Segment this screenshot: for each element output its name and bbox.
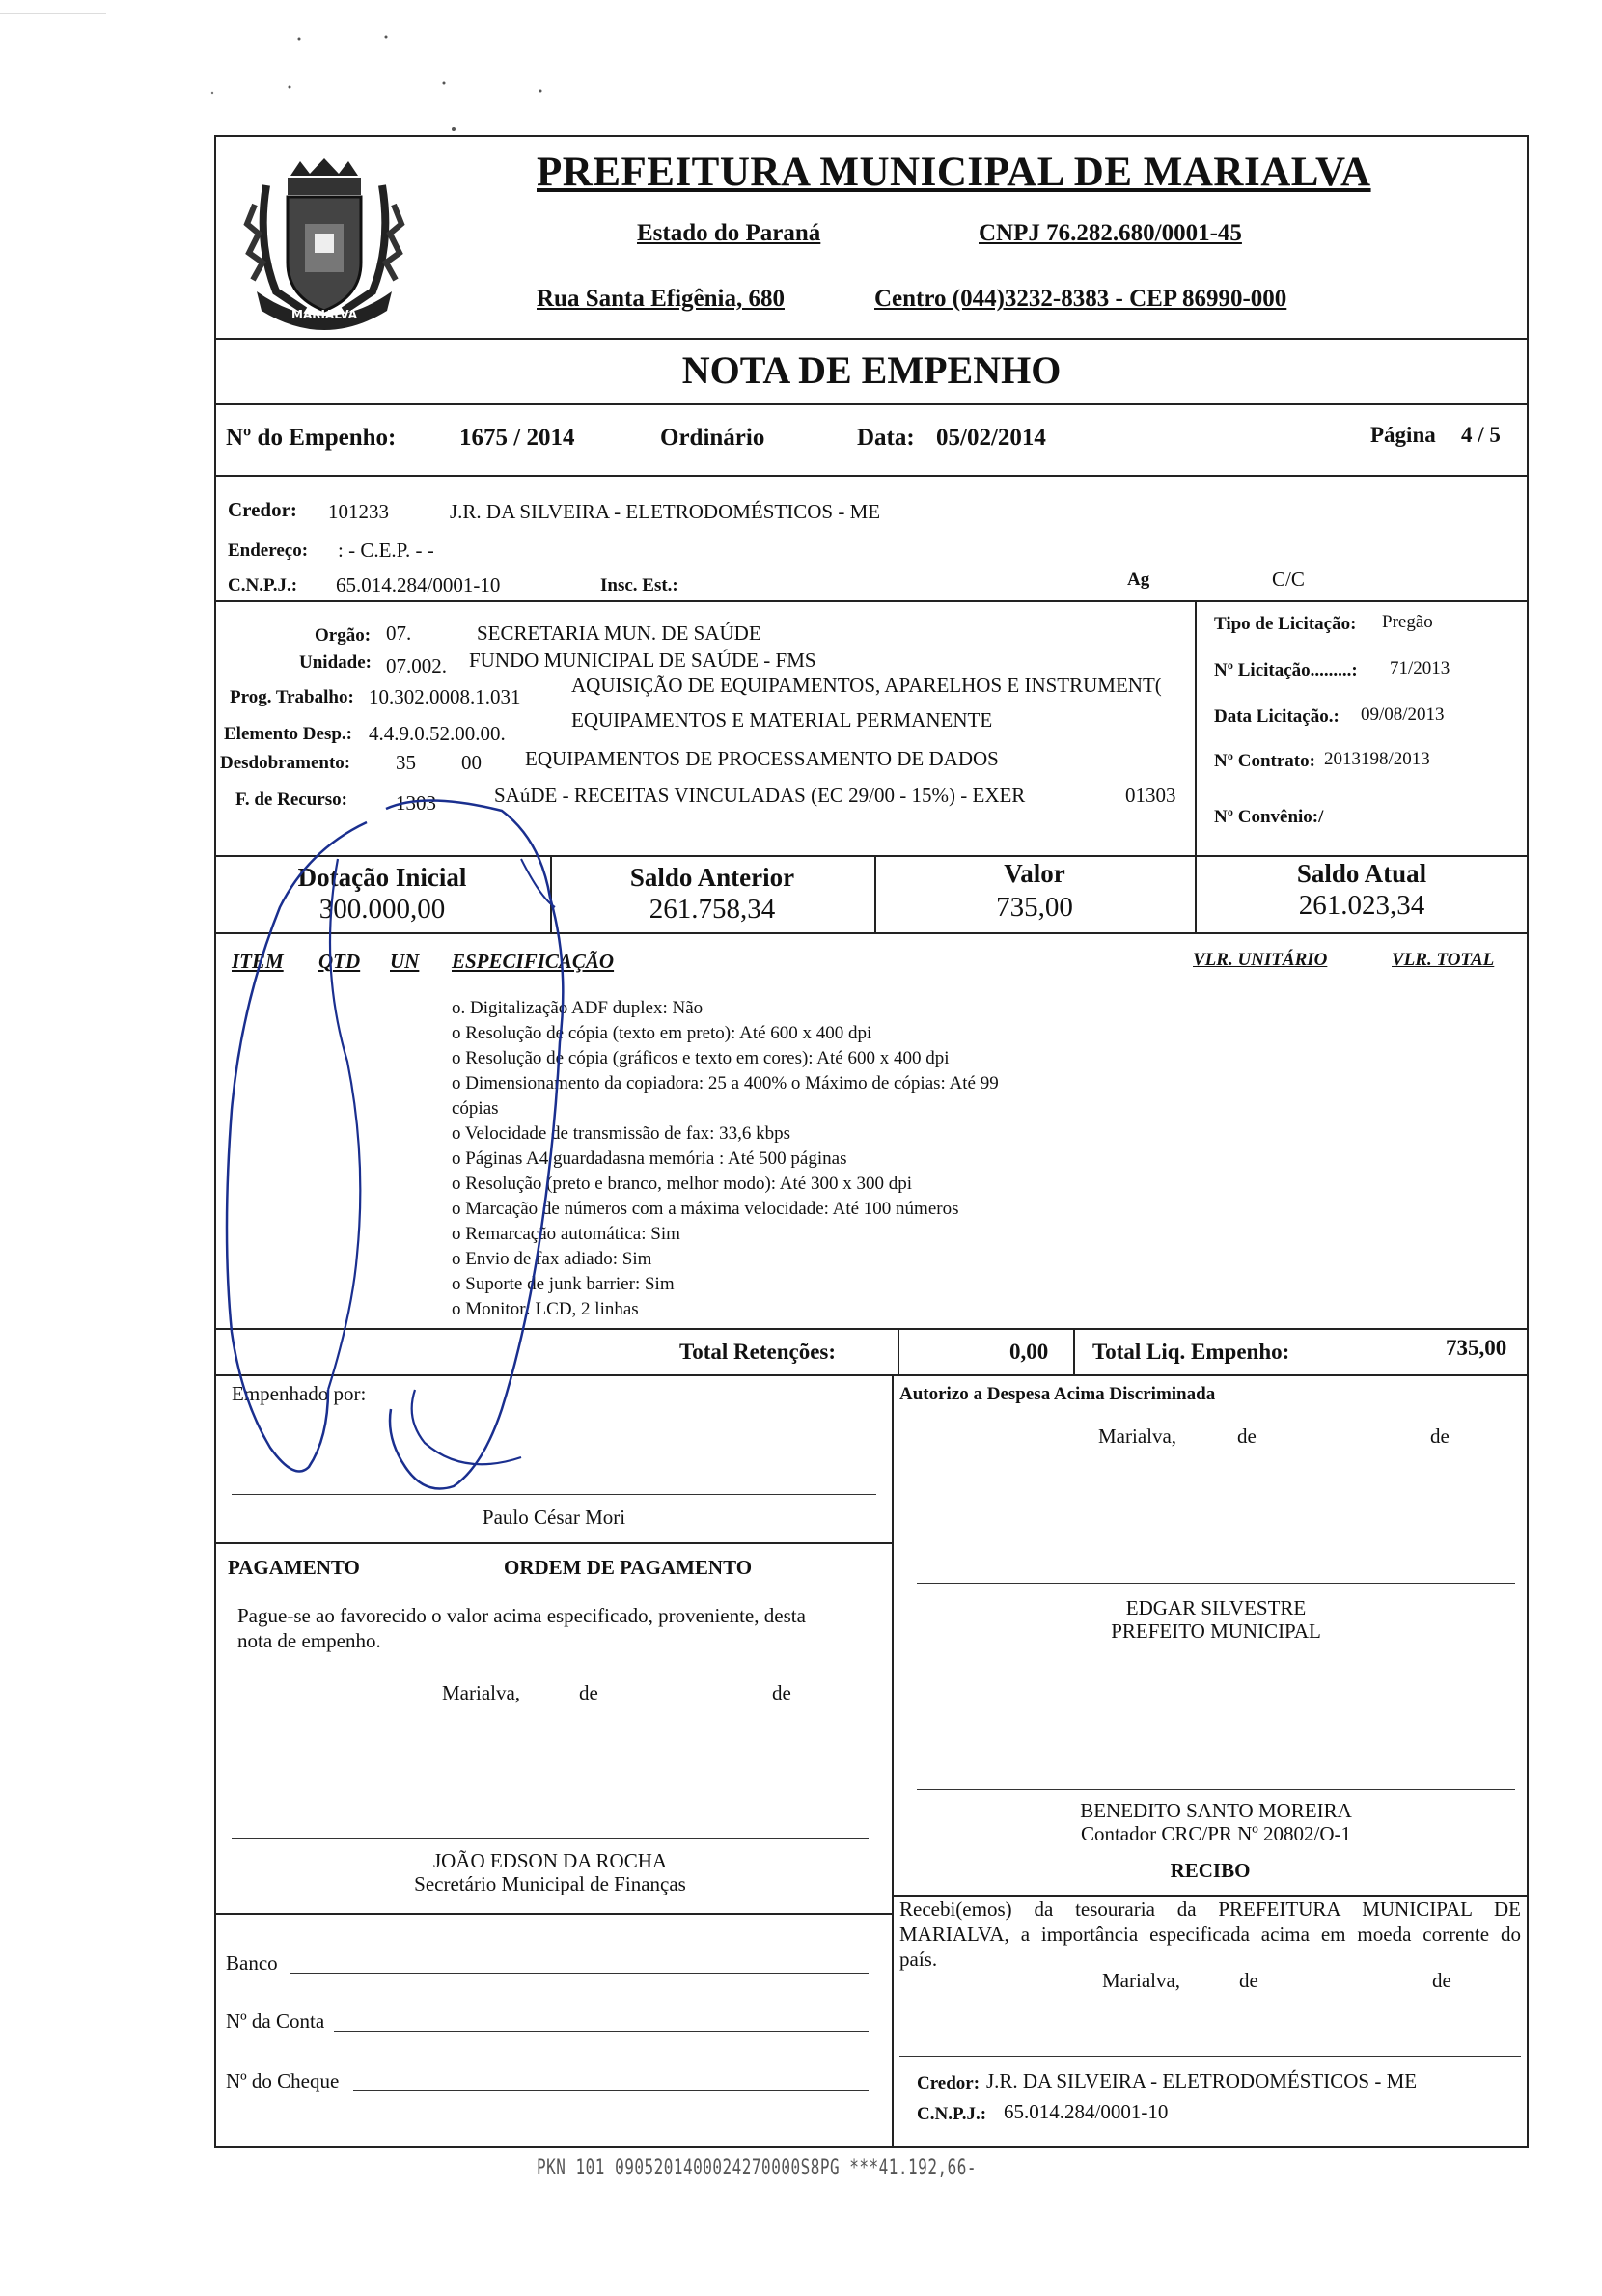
conta-label: Nº da Conta [226, 2009, 325, 2033]
paulo-name: Paulo César Mori [482, 1506, 626, 1529]
joao-name: JOÃO EDSON DA ROCHA [432, 1849, 668, 1872]
recurso-code: 1303 [396, 791, 436, 815]
address-street: Rua Santa Efigênia, 680 [537, 286, 785, 312]
recibo-text-3: país. [899, 1948, 938, 1971]
col-total-price: VLR. TOTAL [1392, 950, 1495, 970]
prefeito-title: PREFEITO MUNICIPAL [1111, 1619, 1321, 1643]
col-unit-price: VLR. UNITÁRIO [1193, 950, 1328, 970]
banco-label: Banco [226, 1951, 278, 1975]
recurso-code2: 01303 [1125, 784, 1176, 807]
desdobramento-a: 35 [396, 751, 416, 774]
elemento-name: EQUIPAMENTOS E MATERIAL PERMANENTE [571, 708, 993, 732]
recibo-text-1: Recebi(emos) da tesouraria da PREFEITURA MUNICIPAL DE [899, 1897, 1521, 1921]
spec-line: o Velocidade de transmissão de fax: 33,6 kbps [452, 1123, 791, 1144]
retencoes-value: 0,00 [1009, 1340, 1049, 1364]
licitacao-num: 71/2013 [1390, 658, 1450, 678]
orgao-name: SECRETARIA MUN. DE SAÚDE [477, 622, 761, 645]
spec-line: o Páginas A4 guardadasna memória : Até 500 páginas [452, 1148, 847, 1169]
spec-line: o Monitor: LCD, 2 linhas [452, 1299, 639, 1319]
empenhado-label: Empenhado por: [232, 1382, 367, 1405]
prog-code: 10.302.0008.1.031 [369, 685, 521, 708]
pagamento-label: PAGAMENTO [228, 1556, 360, 1579]
col-un: UN [390, 950, 420, 973]
saldo-atual-value: 261.023,34 [1298, 890, 1425, 921]
autorizo-label: Autorizo a Despesa Acima Discriminada [899, 1384, 1216, 1404]
contador-title: Contador CRC/PR Nº 20802/O-1 [1080, 1822, 1352, 1845]
spec-line: o Envio de fax adiado: Sim [452, 1249, 652, 1269]
footer-code: PKN 101 0905201400024270000S8PG ***41.192,66- [537, 2154, 977, 2180]
pagamento-de-1: de [579, 1681, 598, 1704]
recibo-de-2: de [1432, 1969, 1451, 1992]
page-number: 4 / 5 [1461, 423, 1501, 447]
tipo-licitacao: Pregão [1382, 612, 1433, 632]
pague-text-1: Pague-se ao favorecido o valor acima especificado, proveniente, desta [237, 1604, 806, 1627]
recibo-cnpj: 65.014.284/0001-10 [1004, 2100, 1169, 2123]
recurso-label: F. de Recurso: [235, 789, 347, 810]
tipo-licitacao-label: Tipo de Licitação: [1214, 614, 1357, 634]
saldo-atual-label: Saldo Atual [1296, 859, 1427, 888]
autorizo-de-2: de [1430, 1425, 1450, 1448]
empenho-type: Ordinário [660, 425, 765, 451]
valor-value: 735,00 [996, 892, 1073, 923]
scan-specks [0, 0, 1602, 193]
orgao-code: 07. [386, 622, 412, 645]
recibo-cnpj-label: C.N.P.J.: [917, 2104, 987, 2124]
credor-name: J.R. DA SILVEIRA - ELETRODOMÉSTICOS - ME [450, 500, 881, 523]
col-item: ITEM [232, 950, 284, 973]
state-label: Estado do Paraná [637, 220, 821, 246]
col-spec: ESPECIFICAÇÃO [452, 950, 615, 973]
insc-label: Insc. Est.: [600, 575, 678, 595]
spec-line: o Remarcação automática: Sim [452, 1224, 680, 1244]
recibo-credor-name: J.R. DA SILVEIRA - ELETRODOMÉSTICOS - ME [986, 2069, 1418, 2092]
page-label: Página [1370, 423, 1436, 447]
unidade-name: FUNDO MUNICIPAL DE SAÚDE - FMS [469, 649, 816, 672]
unidade-label: Unidade: [299, 652, 372, 673]
saldo-anterior-value: 261.758,34 [649, 894, 776, 925]
desdobramento-label: Desdobramento: [220, 753, 351, 773]
licitacao-data: 09/08/2013 [1361, 705, 1445, 725]
empenho-number: 1675 / 2014 [459, 425, 575, 451]
pagamento-place: Marialva, [442, 1681, 521, 1704]
address-contact: Centro (044)3232-8383 - CEP 86990-000 [874, 286, 1287, 312]
contrato: 2013198/2013 [1324, 749, 1430, 769]
credor-label: Credor: [228, 498, 297, 521]
dotacao-label: Dotação Inicial [297, 863, 467, 892]
valor-label: Valor [1004, 859, 1065, 888]
convenio-label: Nº Convênio:/ [1214, 807, 1324, 827]
spec-line: o Dimensionamento da copiadora: 25 a 400% o Máximo de cópias: Até 99 [452, 1073, 999, 1093]
unidade-code: 07.002. [386, 654, 447, 678]
retencoes-label: Total Retenções: [679, 1340, 837, 1364]
pague-text-2: nota de empenho. [237, 1629, 381, 1652]
institution-title: PREFEITURA MUNICIPAL DE MARIALVA [537, 150, 1371, 195]
spec-line: o Resolução de cópia (texto em preto): Até 600 x 400 dpi [452, 1023, 872, 1043]
credor-cnpj: 65.014.284/0001-10 [336, 573, 501, 596]
licitacao-num-label: Nº Licitação.........: [1214, 660, 1358, 680]
ordem-label: ORDEM DE PAGAMENTO [504, 1556, 753, 1579]
spec-line: o. Digitalização ADF duplex: Não [452, 998, 704, 1018]
recibo-text-2: MARIALVA, a importância especificada acima em moeda corrente do [899, 1923, 1521, 1946]
recibo-title: RECIBO [1170, 1859, 1251, 1882]
autorizo-place: Marialva, [1098, 1425, 1177, 1448]
recurso-name: SAúDE - RECEITAS VINCULADAS (EC 29/00 - 15%) - EXER [494, 784, 1026, 807]
recibo-de-1: de [1239, 1969, 1258, 1992]
credor-cnpj-label: C.N.P.J.: [228, 575, 298, 595]
spec-line: o Suporte de junk barrier: Sim [452, 1274, 675, 1294]
saldo-anterior-label: Saldo Anterior [629, 863, 795, 892]
autorizo-de-1: de [1237, 1425, 1257, 1448]
contrato-label: Nº Contrato: [1214, 751, 1315, 771]
licitacao-data-label: Data Licitação.: [1214, 706, 1340, 727]
recibo-place: Marialva, [1102, 1969, 1181, 1992]
orgao-label: Orgão: [315, 625, 372, 646]
spec-line: o Resolução (preto e branco, melhor modo): Até 300 x 300 dpi [452, 1174, 913, 1194]
elemento-code: 4.4.9.0.52.00.00. [369, 722, 506, 745]
pagamento-de-2: de [772, 1681, 791, 1704]
prog-label: Prog. Trabalho: [230, 687, 354, 707]
edgar-name: EDGAR SILVESTRE [1125, 1596, 1307, 1619]
col-qtd: QTD [318, 950, 361, 973]
svg-text:MARIALVA: MARIALVA [291, 308, 357, 321]
cnpj-label: CNPJ 76.282.680/0001-45 [979, 220, 1242, 246]
liq-empenho-label: Total Liq. Empenho: [1092, 1340, 1290, 1364]
prog-name: AQUISIÇÃO DE EQUIPAMENTOS, APARELHOS E INSTRUMENT( [571, 674, 1162, 697]
empenho-number-label: Nº do Empenho: [226, 425, 397, 451]
desdobramento-name: EQUIPAMENTOS DE PROCESSAMENTO DE DADOS [525, 747, 999, 770]
desdobramento-b: 00 [461, 751, 482, 774]
credor-code: 101233 [328, 500, 389, 523]
document-title: NOTA DE EMPENHO [681, 348, 1062, 392]
spec-line: cópias [452, 1098, 499, 1119]
empenho-date: 05/02/2014 [936, 425, 1046, 451]
elemento-label: Elemento Desp.: [224, 724, 352, 744]
empenho-date-label: Data: [857, 425, 915, 451]
spec-line: o Resolução de cópia (gráficos e texto em cores): Até 600 x 400 dpi [452, 1048, 950, 1068]
secretario-title: Secretário Municipal de Finanças [414, 1872, 686, 1895]
benedito-name: BENEDITO SANTO MOREIRA [1080, 1799, 1352, 1822]
recibo-credor-label: Credor: [917, 2073, 981, 2093]
cheque-label: Nº do Cheque [226, 2069, 340, 2092]
address-value: : - C.E.P. - - [338, 539, 434, 562]
dotacao-value: 300.000,00 [318, 894, 446, 925]
liq-empenho-value: 735,00 [1446, 1336, 1507, 1360]
spec-line: o Marcação de números com a máxima velocidade: Até 100 números [452, 1199, 959, 1219]
address-label: Endereço: [228, 540, 309, 561]
cc-label: C/C [1272, 567, 1305, 591]
ag-label: Ag [1127, 569, 1150, 590]
